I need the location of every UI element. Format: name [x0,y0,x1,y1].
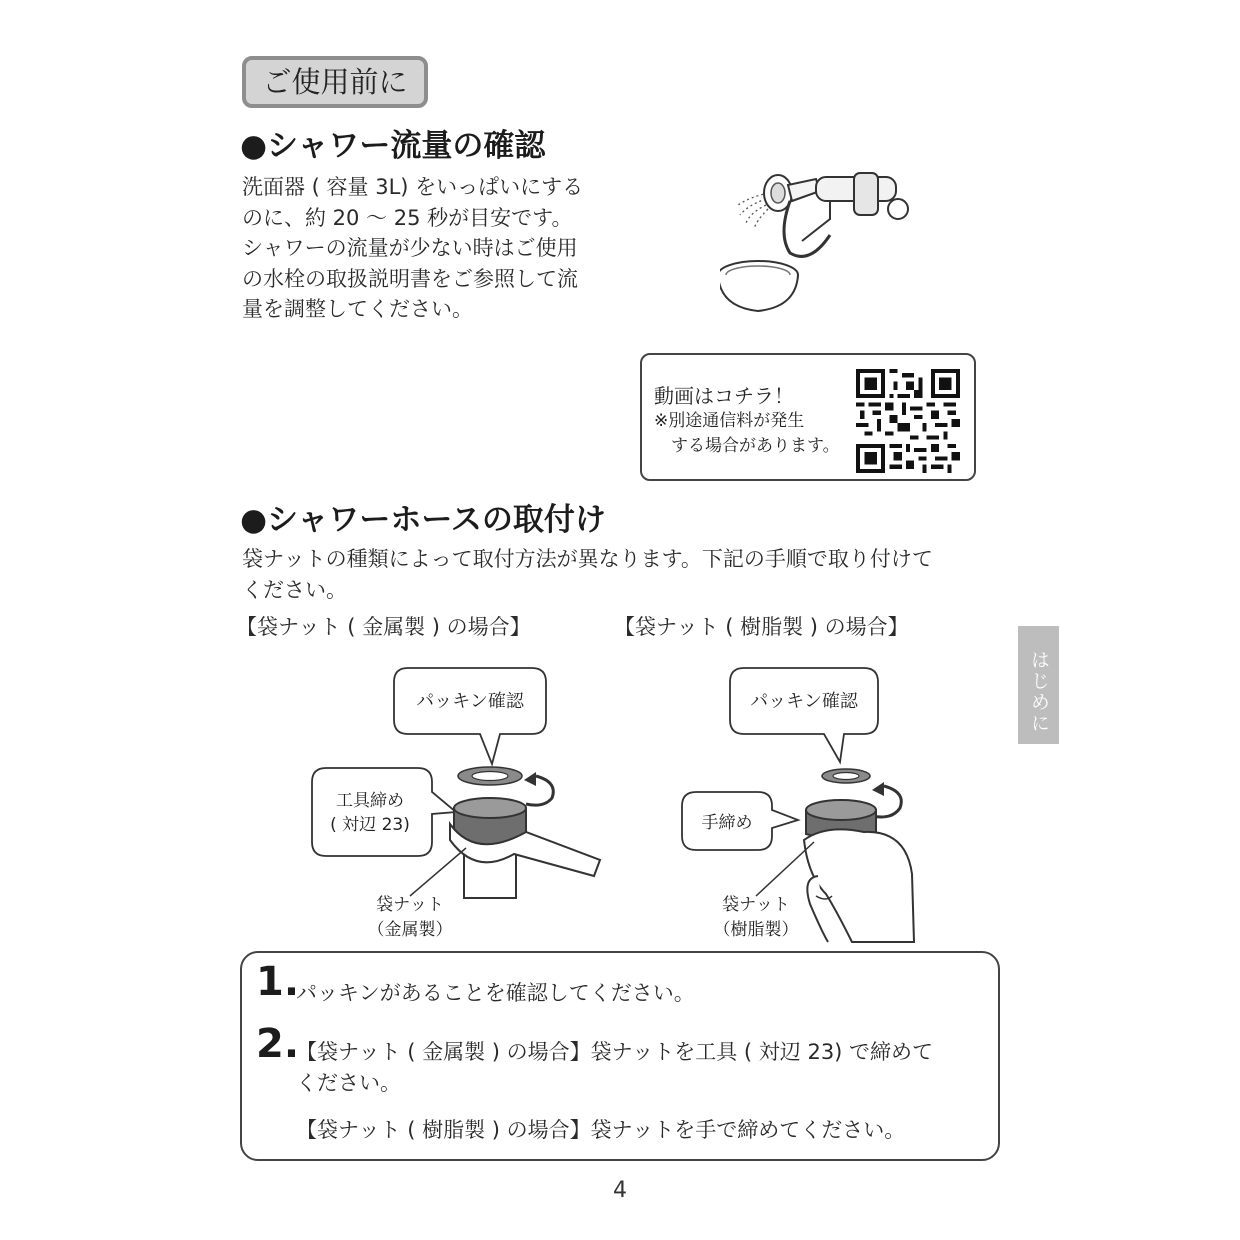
packing-callout-label: パッキン確認 [750,691,858,712]
shower-basin-illustration [720,165,920,320]
nut-label-line: （金属製） [367,920,453,940]
flow-section-title: ●シャワー流量の確認 [240,128,546,164]
packing-callout [730,668,878,762]
step-text: パッキンがあることを確認してください。 [296,981,695,1005]
packing-callout-label: パッキン確認 [416,691,524,712]
nut-label-line: （樹脂製） [713,920,799,940]
note-line: ※別途通信料が発生 [654,411,805,431]
tool-callout [312,768,456,856]
step-text: 【袋ナット ( 金属製 ) の場合】袋ナットを工具 ( 対辺 23) で締めて [296,1040,934,1064]
metal-case-label: 【袋ナット ( 金属製 ) の場合】 [236,615,531,639]
body-line: 量を調整してください。 [242,297,473,321]
body-line: 洗面器 ( 容量 3L) をいっぱいにする [242,175,584,199]
nut-label-line: 袋ナット [376,895,444,915]
step-text: ください。 [296,1071,401,1095]
metal-nut-figure [300,664,610,946]
hose-section-title: ●シャワーホースの取付け [240,502,606,538]
body-line: の水栓の取扱説明書をご参照して流 [242,266,578,291]
tool-callout-line: ( 対辺 23) [330,815,410,835]
steps-box [240,951,1000,1161]
video-box-note [654,409,840,459]
intro-line: ください。 [242,577,347,602]
note-line: する場合があります。 [654,436,840,456]
body-line: のに、約 20 ～ 25 秒が目安です。 [242,205,573,230]
step-number: 1. [256,959,300,1005]
section-tag: ご使用前に [242,56,428,108]
video-box-title: 動画はコチラ！ [654,384,794,408]
intro-line: 袋ナットの種類によって取付方法が異なります。下記の手順で取り付けて [242,547,933,571]
body-line: シャワーの流量が少ない時はご使用 [242,236,578,260]
video-qr-box [640,353,976,481]
resin-nut-figure [676,664,926,946]
hand-callout-label: 手締め [701,813,753,833]
step-text: 【袋ナット ( 樹脂製 ) の場合】袋ナットを手で締めてください。 [296,1118,906,1142]
nut-label-line: 袋ナット [722,895,790,915]
resin-case-label: 【袋ナット ( 樹脂製 ) の場合】 [614,615,909,639]
packing-callout [394,668,546,764]
hose-section-intro [242,544,1022,605]
side-tab: はじめに [1018,626,1059,744]
qr-code[interactable] [856,369,960,473]
step-number: 2. [256,1021,300,1067]
tool-callout-line: 工具締め [336,791,404,811]
flow-section-body [242,172,642,325]
page-number: 4 [613,1178,627,1203]
hand-callout [682,792,798,850]
